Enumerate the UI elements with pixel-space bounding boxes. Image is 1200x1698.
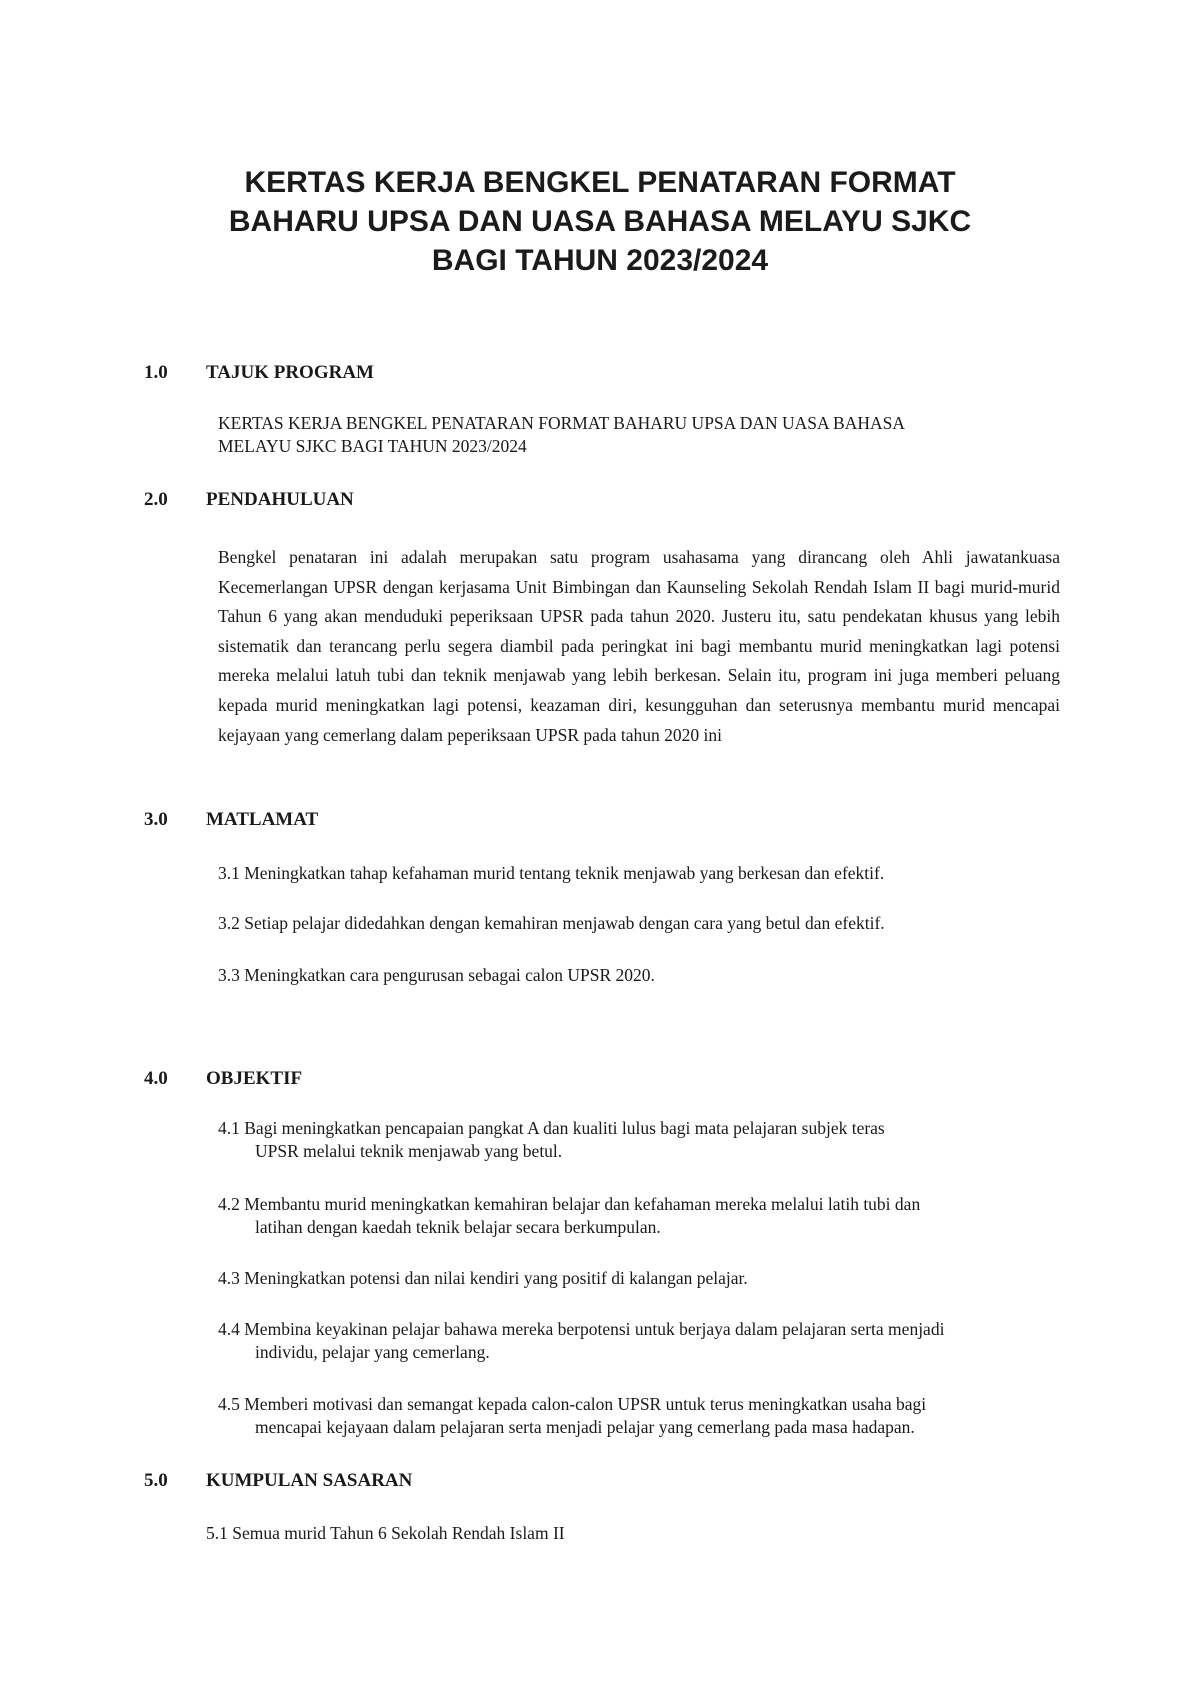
introduction-paragraph: Bengkel penataran ini adalah merupakan satu program usahasama yang dirancang oleh Ahli jawatankuasa Kecemerlangan UPSR dengan kerjasama Unit Bimbingan dan Kaunseling Sekolah Rendah Islam II bagi murid-murid Tahun 6 yang akan menduduki peperiksaan UPSR pada tahun 2020. Justeru itu, satu pendekatan khusus yang lebih sistematik dan terancang perlu segera diambil pada peringkat ini bagi membantu murid meningkatkan lagi potensi mereka melalui latuh tubi dan teknik menjawab yang lebih berkesan. Selain itu, program ini juga memberi peluang kepada murid meningkatkan lagi potensi, keazaman diri, kesungguhan dan seterusnya membantu murid mencapai kejayaan yang cemerlang dalam peperiksaan UPSR pada tahun 2020 ini	[218, 547, 1060, 745]
section-heading-objektif: OBJEKTIF	[206, 1068, 303, 1089]
title-line-1: KERTAS KERJA BENGKEL PENATARAN FORMAT	[244, 166, 956, 199]
objective-item-4-5	[218, 1393, 1078, 1439]
objective-item-4-2	[218, 1193, 1078, 1239]
objective-item-line: 4.4 Membina keyakinan pelajar bahawa mereka berpotensi untuk berjaya dalam pelajaran serta menjadi	[218, 1319, 945, 1339]
section-heading-pendahuluan: PENDAHULUAN	[206, 489, 354, 510]
program-title-line-2: MELAYU SJKC BAGI TAHUN 2023/2024	[218, 436, 527, 456]
goal-item-3-1: 3.1 Meningkatkan tahap kefahaman murid tentang teknik menjawab yang berkesan dan efektif.	[218, 863, 885, 883]
objective-item-line: 4.3 Meningkatkan potensi dan nilai kendiri yang positif di kalangan pelajar.	[218, 1268, 748, 1288]
section-heading-tajuk-program: TAJUK PROGRAM	[206, 362, 374, 383]
objective-item-4-4	[218, 1318, 1078, 1364]
document-title	[150, 163, 1050, 280]
program-title-line-1: KERTAS KERJA BENGKEL PENATARAN FORMAT BAHARU UPSA DAN UASA BAHASA	[218, 413, 906, 433]
objective-item-4-1	[218, 1117, 1078, 1163]
target-group-item-5-1: 5.1 Semua murid Tahun 6 Sekolah Rendah Islam II	[206, 1523, 565, 1543]
section-number-4: 4.0	[144, 1068, 168, 1089]
objective-item-continuation: individu, pelajar yang cemerlang.	[255, 1342, 490, 1362]
goal-item-3-3: 3.3 Meningkatkan cara pengurusan sebagai calon UPSR 2020.	[218, 965, 655, 985]
objective-item-continuation: mencapai kejayaan dalam pelajaran serta menjadi pelajar yang cemerlang pada masa hadapan.	[255, 1417, 915, 1437]
section-number-2: 2.0	[144, 489, 168, 510]
title-line-2: BAHARU UPSA DAN UASA BAHASA MELAYU SJKC	[228, 205, 972, 238]
section-number-5: 5.0	[144, 1470, 168, 1491]
section-number-3: 3.0	[144, 809, 168, 830]
section-heading-kumpulan-sasaran: KUMPULAN SASARAN	[206, 1470, 413, 1491]
objective-item-line: 4.2 Membantu murid meningkatkan kemahiran belajar dan kefahaman mereka melalui latih tubi dan	[218, 1194, 921, 1214]
section-heading-matlamat: MATLAMAT	[206, 809, 319, 830]
objective-item-line: 4.5 Memberi motivasi dan semangat kepada calon-calon UPSR untuk terus meningkatkan usaha bagi	[218, 1394, 927, 1414]
objective-item-continuation: UPSR melalui teknik menjawab yang betul.	[255, 1141, 563, 1161]
objective-item-4-3	[218, 1267, 1078, 1290]
objective-item-continuation: latihan dengan kaedah teknik belajar secara berkumpulan.	[255, 1217, 661, 1237]
goal-item-3-2: 3.2 Setiap pelajar didedahkan dengan kemahiran menjawab dengan cara yang betul dan efektif.	[218, 913, 885, 933]
title-line-3: BAGI TAHUN 2023/2024	[431, 244, 769, 277]
section-number-1: 1.0	[144, 362, 168, 383]
objective-item-line: 4.1 Bagi meningkatkan pencapaian pangkat A dan kualiti lulus bagi mata pelajaran subjek teras	[218, 1118, 885, 1138]
